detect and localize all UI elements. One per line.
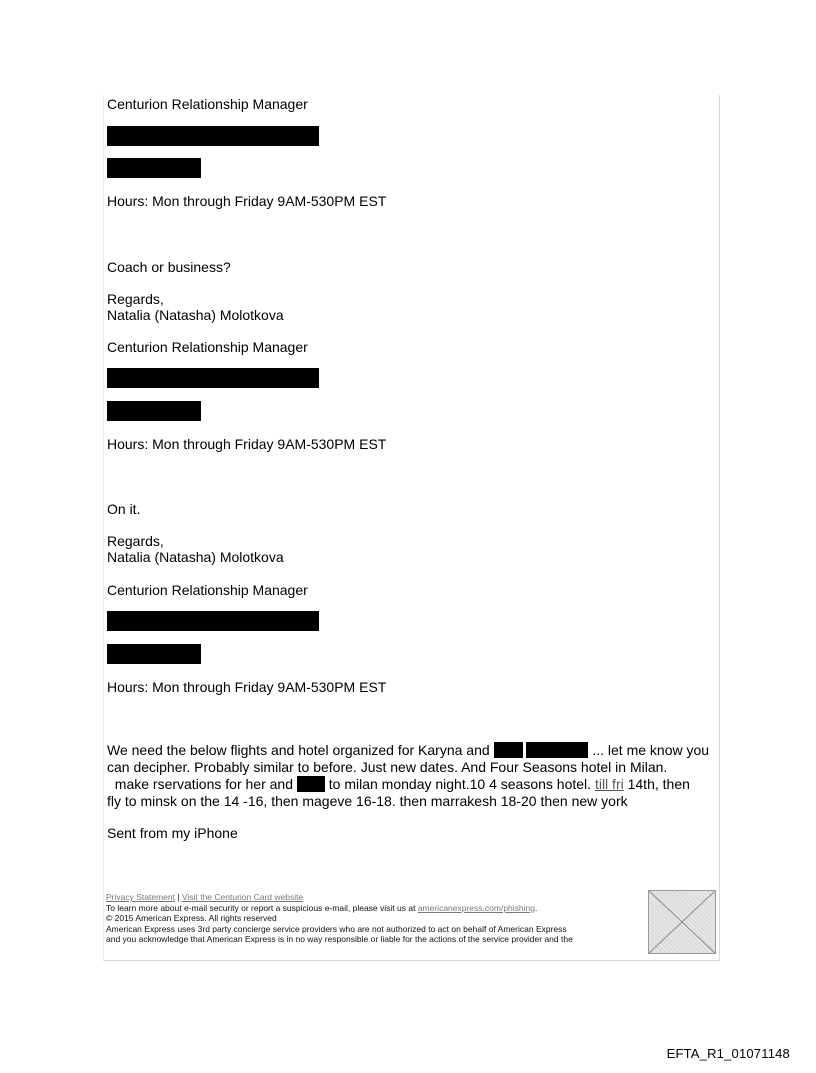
footer-line xyxy=(106,903,646,914)
signature-name: Natalia (Natasha) Molotkova xyxy=(107,549,284,565)
request-line: can decipher. Probably similar to before. Just new dates. And Four Seasons hotel in Milan. xyxy=(107,759,668,775)
footer-disclaimer: and you acknowledge that American Express is in no way responsible or liable for the actions of the service provider and the xyxy=(106,934,573,945)
request-text: We need the below flights and hotel organized for Karyna and xyxy=(107,742,490,758)
date-link[interactable]: till fri xyxy=(594,776,624,792)
broken-image-placeholder xyxy=(648,890,716,954)
signature-name: Natalia (Natasha) Molotkova xyxy=(107,307,284,323)
signature-regards: Regards, xyxy=(107,533,164,549)
redaction-bar xyxy=(107,644,201,664)
request-text: make rservations for her and xyxy=(114,776,293,792)
phishing-link[interactable]: americanexpress.com/phishing xyxy=(417,902,535,913)
request-text: ... let me know you xyxy=(592,742,710,758)
request-text: to milan monday night.10 4 seasons hotel. xyxy=(328,776,592,792)
footer-text: To learn more about e-mail security or report a suspicious e-mail, please visit us at xyxy=(106,902,416,913)
message-text: On it. xyxy=(107,501,141,517)
privacy-link[interactable]: Privacy Statement xyxy=(106,892,175,902)
signature-title: Centurion Relationship Manager xyxy=(107,582,308,598)
document-id: EFTA_R1_01071148 xyxy=(666,1046,790,1061)
footer-copyright: © 2015 American Express. All rights reserved xyxy=(106,913,277,924)
signature-hours: Hours: Mon through Friday 9AM-530PM EST xyxy=(107,193,387,209)
footer-links xyxy=(106,892,646,903)
request-text: 14th, then xyxy=(627,776,690,792)
redaction-bar xyxy=(107,611,319,631)
redaction-bar xyxy=(107,126,319,146)
footer-disclaimer: American Express uses 3rd party concierge service providers who are not authorized to act on behalf of American Express xyxy=(106,923,567,934)
signature-title: Centurion Relationship Manager xyxy=(107,96,308,112)
email-footer xyxy=(106,892,646,945)
signature-regards: Regards, xyxy=(107,291,164,307)
signature-hours: Hours: Mon through Friday 9AM-530PM EST xyxy=(107,436,387,452)
request-line xyxy=(107,776,719,793)
redaction-bar xyxy=(107,368,319,388)
visit-centurion-link[interactable]: Visit the Centurion Card website xyxy=(181,892,304,902)
footer-text: . xyxy=(534,902,538,913)
request-message xyxy=(107,742,719,810)
footer-separator: | xyxy=(177,892,180,902)
redaction-bar xyxy=(526,742,588,758)
signature-title: Centurion Relationship Manager xyxy=(107,339,308,355)
image-placeholder-icon xyxy=(649,891,715,953)
signature-hours: Hours: Mon through Friday 9AM-530PM EST xyxy=(107,679,387,695)
redaction-bar xyxy=(107,158,201,178)
redaction-bar xyxy=(494,742,523,758)
redaction-bar xyxy=(107,401,201,421)
sent-from: Sent from my iPhone xyxy=(107,825,238,841)
request-line: fly to minsk on the 14 -16, then mageve 16-18. then marrakesh 18-20 then new york xyxy=(107,793,628,809)
message-text: Coach or business? xyxy=(107,259,231,275)
request-line xyxy=(107,742,719,759)
redaction-bar xyxy=(297,776,325,792)
